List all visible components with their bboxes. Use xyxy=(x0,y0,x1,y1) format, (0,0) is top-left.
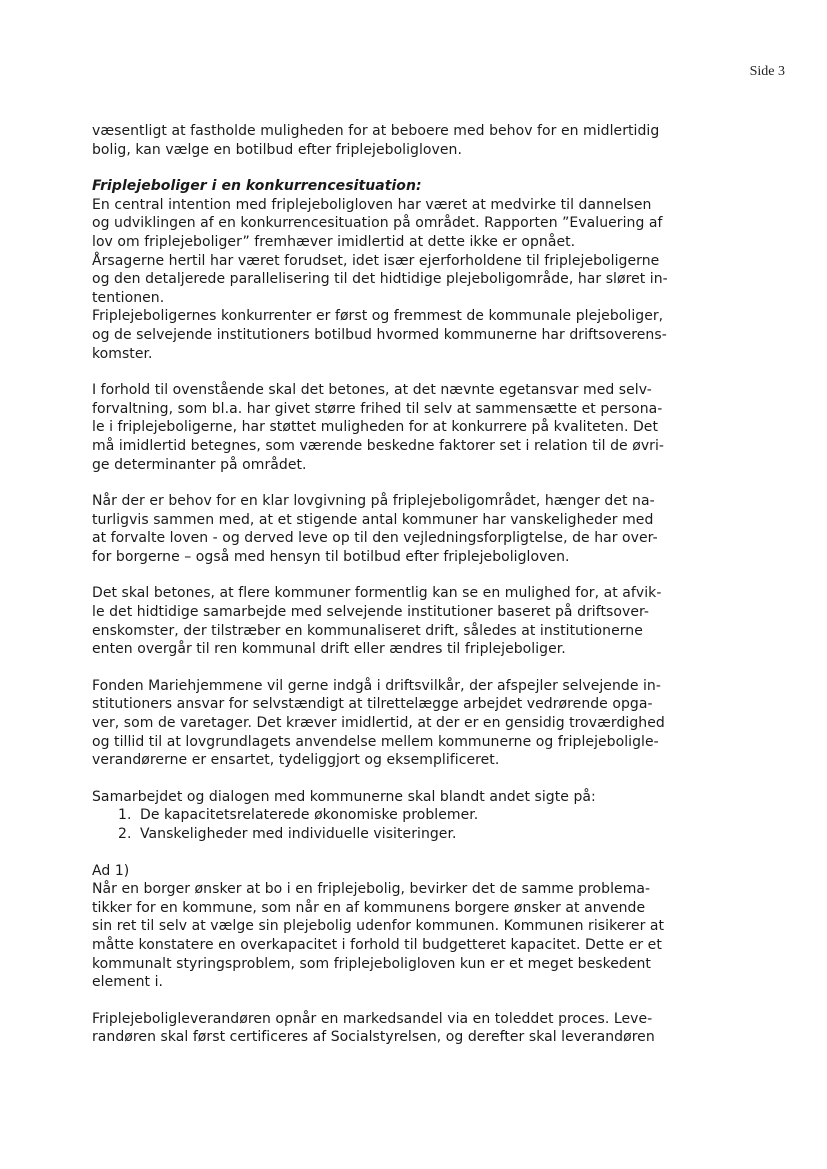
text-line: Det skal betones, at flere kommuner formentlig kan se en mulighed for, at afvik- xyxy=(92,585,662,602)
text-line: stitutioners ansvar for selvstændigt at tilrettelægge arbejdet vedrørende opga- xyxy=(92,696,653,713)
paragraph-fonden-mariehjemmene xyxy=(92,677,732,770)
list-item xyxy=(92,825,732,844)
paragraph-continuation xyxy=(92,122,732,159)
text-line: verandørerne er ensartet, tydeliggjort og eksemplificeret. xyxy=(92,752,500,769)
section-heading: Friplejeboliger i en konkurrencesituation: xyxy=(92,178,422,195)
section-friplejeboliger-konkurrence xyxy=(92,177,732,363)
text-line: og de selvejende institutioners botilbud hvormed kommunerne har driftsoverens- xyxy=(92,326,667,343)
text-line: Fonden Mariehjemmene vil gerne indgå i driftsvilkår, der afspejler selvejende in- xyxy=(92,677,661,694)
text-line: le i friplejeboligerne, har støttet muligheden for at konkurrere på kvaliteten. Det xyxy=(92,419,658,436)
text-line: forvaltning, som bl.a. har givet større frihed til selv at sammensætte et persona- xyxy=(92,400,663,417)
text-line: lov om friplejeboliger” fremhæver imidlertid at dette ikke er opnået. xyxy=(92,233,576,250)
text-line: enten overgår til ren kommunal drift eller ændres til friplejeboliger. xyxy=(92,641,566,658)
numbered-list xyxy=(92,806,732,843)
text-line: Friplejeboligernes konkurrenter er først og fremmest de kommunale plejeboliger, xyxy=(92,308,664,325)
document-body xyxy=(92,122,732,1065)
list-item-text: Vanskeligheder med individuelle visiteringer. xyxy=(140,826,457,842)
text-line: tikker for en kommune, som når en af kommunens borgere ønsker at anvende xyxy=(92,899,646,916)
text-line: og udviklingen af en konkurrencesituation på området. Rapporten ”Evaluering af xyxy=(92,215,663,232)
text-line: I forhold til ovenstående skal det betones, at det nævnte egetansvar med selv- xyxy=(92,382,652,399)
text-line: og tillid til at lovgrundlagets anvendelse mellem kommunerne og friplejeboligle- xyxy=(92,733,659,750)
text-line: komster. xyxy=(92,345,153,362)
text-line: væsentligt at fastholde muligheden for at beboere med behov for en midlertidig xyxy=(92,123,660,139)
paragraph-egetansvar xyxy=(92,381,732,474)
text-line: enskomster, der tilstræber en kommunaliseret drift, således at institutionerne xyxy=(92,622,643,639)
text-line: Ad 1) xyxy=(92,862,130,879)
paragraph-dialog-list xyxy=(92,788,732,844)
paragraph-markedsandel xyxy=(92,1010,732,1047)
text-line: sin ret til selv at vælge sin plejebolig udenfor kommunen. Kommunen risikerer at xyxy=(92,918,665,935)
text-line: måtte konstatere en overkapacitet i forhold til budgetteret kapacitet. Dette er et xyxy=(92,936,662,953)
text-line: turligvis sammen med, at et stigende antal kommuner har vanskeligheder med xyxy=(92,511,654,528)
text-line: element i. xyxy=(92,974,164,991)
text-line: Årsagerne hertil har været forudset, idet især ejerforholdene til friplejeboligerne xyxy=(92,252,660,269)
list-item xyxy=(92,806,732,825)
text-line: og den detaljerede parallelisering til det hidtidige plejeboligområde, har sløret in- xyxy=(92,271,668,288)
text-line: bolig, kan vælge en botilbud efter friplejeboligloven. xyxy=(92,141,462,158)
text-line: ge determinanter på området. xyxy=(92,456,307,473)
paragraph-samarbejde-afvikling xyxy=(92,584,732,658)
text-line: tentionen. xyxy=(92,289,165,306)
text-line: Friplejeboligleverandøren opnår en markedsandel via en toleddet proces. Leve- xyxy=(92,1010,653,1027)
text-line: Når en borger ønsker at bo i en friplejebolig, bevirker det de samme problema- xyxy=(92,881,651,898)
text-line: at forvalte loven - og derved leve op til den vejledningsforpligtelse, de har over- xyxy=(92,530,658,547)
list-number: 2. xyxy=(118,826,132,842)
paragraph-ad-1 xyxy=(92,862,732,992)
text-line: kommunalt styringsproblem, som friplejeboligloven kun er et meget beskedent xyxy=(92,955,651,972)
page-number: Side 3 xyxy=(749,64,785,79)
list-intro: Samarbejdet og dialogen med kommunerne skal blandt andet sigte på: xyxy=(92,788,596,805)
text-line: Når der er behov for en klar lovgivning på friplejeboligområdet, hænger det na- xyxy=(92,493,655,510)
list-number: 1. xyxy=(118,807,132,824)
text-line: randøren skal først certificeres af Socialstyrelsen, og derefter skal leverandøren xyxy=(92,1029,655,1046)
list-item-text: De kapacitetsrelaterede økonomiske problemer. xyxy=(140,807,479,824)
text-line: ver, som de varetager. Det kræver imidlertid, at der er en gensidig troværdighed xyxy=(92,715,665,732)
text-line: for borgerne – også med hensyn til botilbud efter friplejeboligloven. xyxy=(92,548,570,565)
text-line: En central intention med friplejeboligloven har været at medvirke til dannelsen xyxy=(92,196,652,213)
text-line: le det hidtidige samarbejde med selvejende institutioner baseret på driftsover- xyxy=(92,604,649,621)
text-line: må imidlertid betegnes, som værende beskedne faktorer set i relation til de øvri- xyxy=(92,437,665,454)
paragraph-lovgivning xyxy=(92,492,732,566)
